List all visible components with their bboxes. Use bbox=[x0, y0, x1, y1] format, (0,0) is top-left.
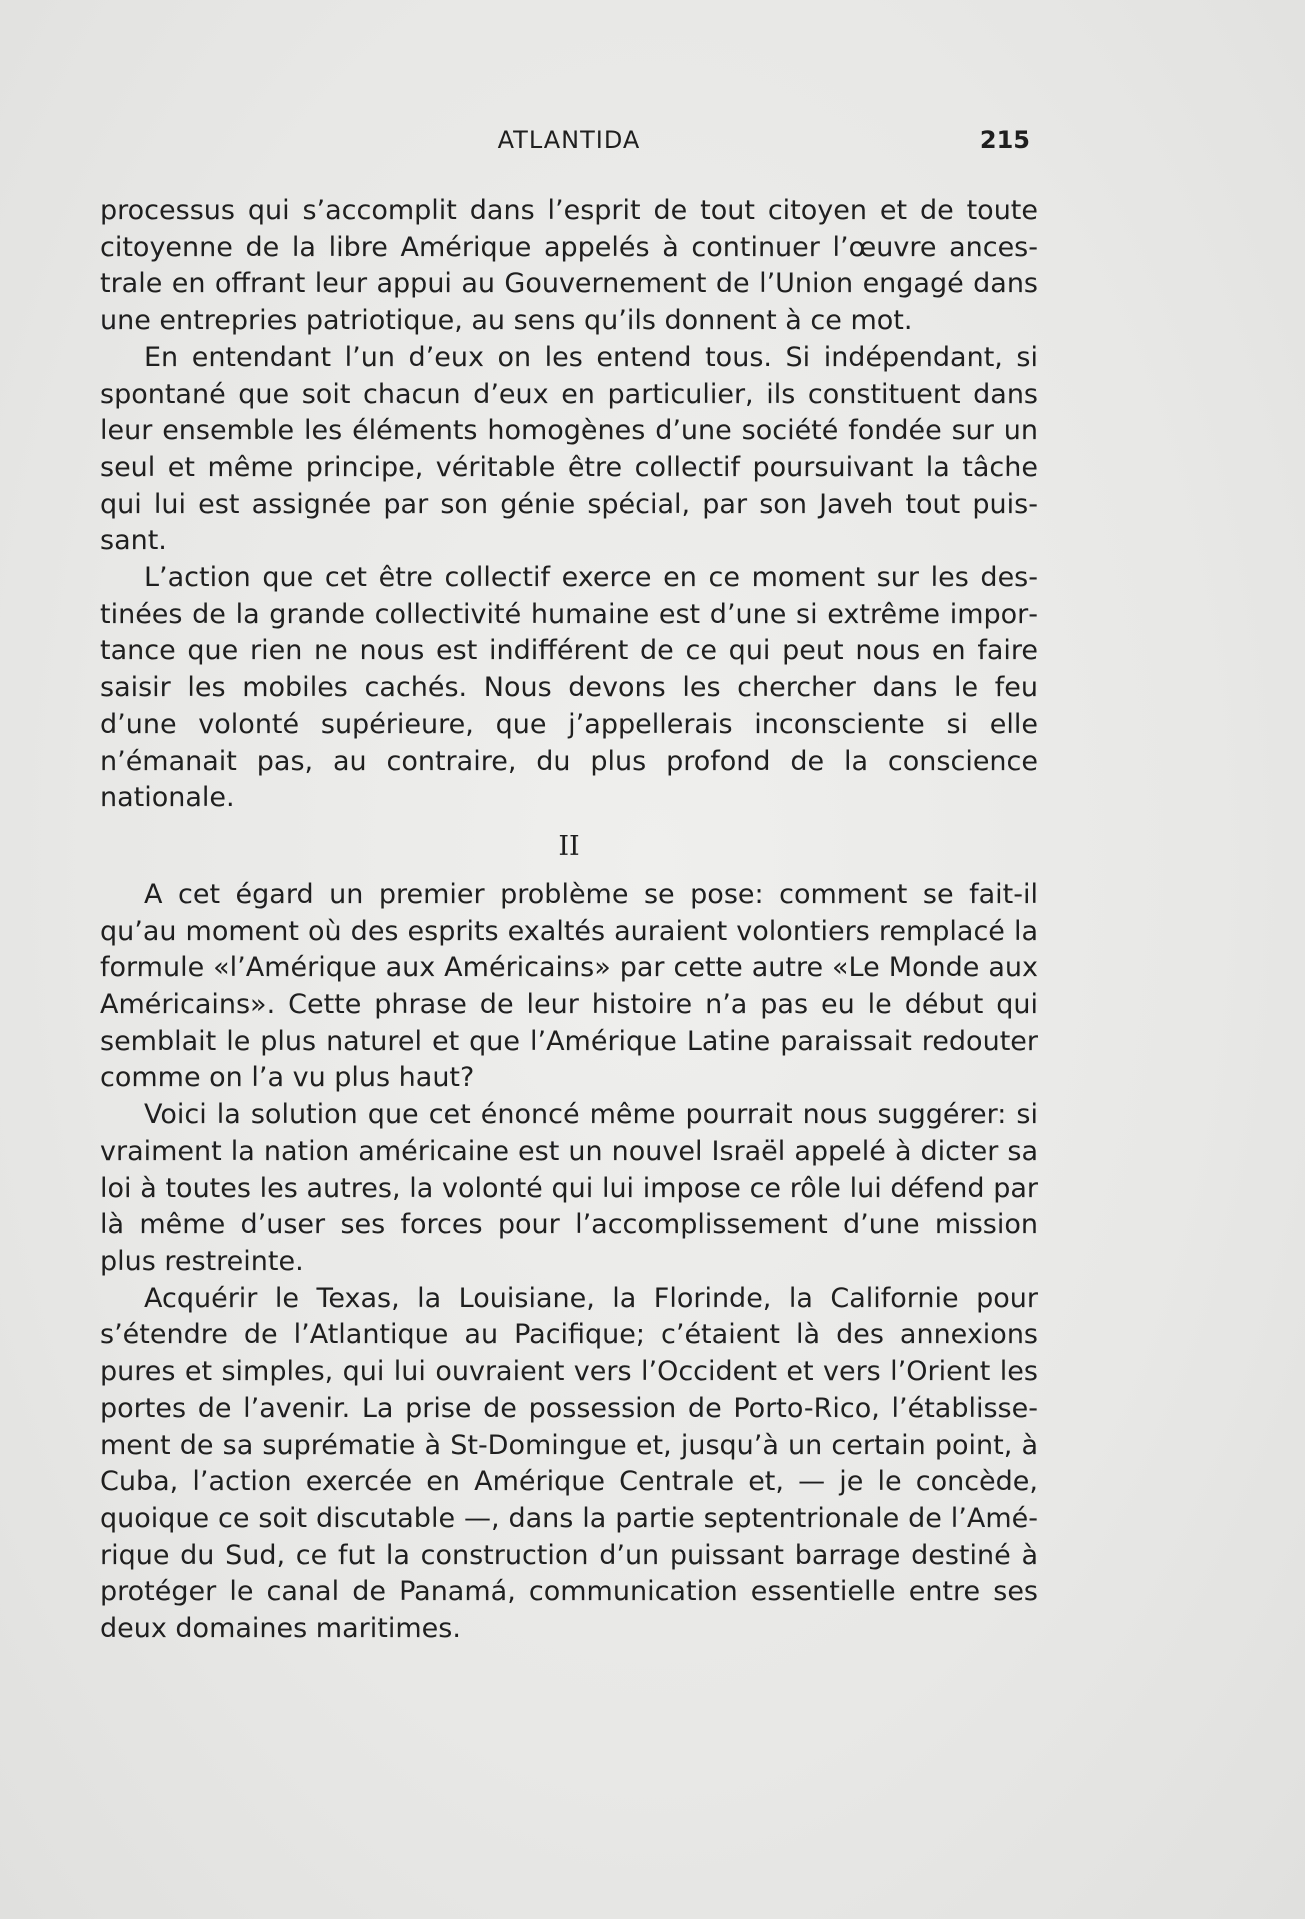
paragraph: processus qui s’accomplit dans l’esprit de tout citoyen et de toute citoyenne de la libre Amérique appelés à continuer l’œuvre ancestrale en offrant leur appui au Gouvernement de l’Union engagé dans une entrepries patriotique, au sens qu’ils donnent à ce mot. bbox=[100, 195, 1038, 337]
section-heading: II bbox=[558, 830, 580, 862]
running-title: ATLANTIDA bbox=[497, 126, 641, 154]
paragraph: Voici la solution que cet énoncé même pourrait nous suggérer: si vraiment la nation américaine est un nouvel Israël appelé à dicter sa loi à toutes les autres, la volonté qui lui impose ce rôle lui défend par là même d’user ses forces pour l’accomplissement d’une mission plus restreinte. bbox=[100, 1099, 1038, 1277]
paragraph: L’action que cet être collectif exerce en ce moment sur les destinées de la grande collectivité humaine est d’une si extrême importance que rien ne nous est indifférent de ce qui peut nous en faire saisir les mobiles cachés. Nous devons les chercher dans le feu d’une volonté supérieure, que j’appellerais inconsciente si elle n’émanait pas, au contraire, du plus profond de la conscience nationale. bbox=[100, 562, 1038, 814]
body-text bbox=[100, 193, 1038, 1648]
page-header bbox=[100, 126, 1038, 160]
paragraph: A cet égard un premier problème se pose: comment se fait-il qu’au moment où des esprits exaltés auraient volontiers remplacé la formule «l’Amérique aux Américains» par cette autre «Le Monde aux Américains». Cette phrase de leur histoire n’a pas eu le début qui semblait le plus naturel et que l’Amérique Latine paraissait redouter comme on l’a vu plus haut? bbox=[100, 878, 1038, 1094]
page-number: 215 bbox=[979, 126, 1030, 154]
paragraph: Acquérir le Texas, la Louisiane, la Florinde, la Californie pour s’étendre de l’Atlantique au Pacifique; c’étaient là des annexions pures et simples, qui lui ouvraient vers l’Occident et vers l’Orient les portes de l’avenir. La prise de possession de Porto-Rico, l’établissement de sa suprématie à St-Domingue et, jusqu’à un certain point, à Cuba, l’action exercée en Amérique Centrale et, — je le concède, quoique ce soit discutable —, dans la partie septentrionale de l’Amérique du Sud, ce fut la construction d’un puissant barrage destiné à protéger le canal de Panamá, communication essentielle entre ses deux domaines maritimes. bbox=[100, 1282, 1038, 1645]
paragraph: En entendant l’un d’eux on les entend tous. Si indépendant, si spontané que soit chacun d’eux en particulier, ils constituent dans leur ensemble les éléments homogènes d’une société fondée sur un seul et même principe, véritable être collectif poursuivant la tâche qui lui est assignée par son génie spécial, par son Javeh tout puissant. bbox=[100, 341, 1038, 557]
